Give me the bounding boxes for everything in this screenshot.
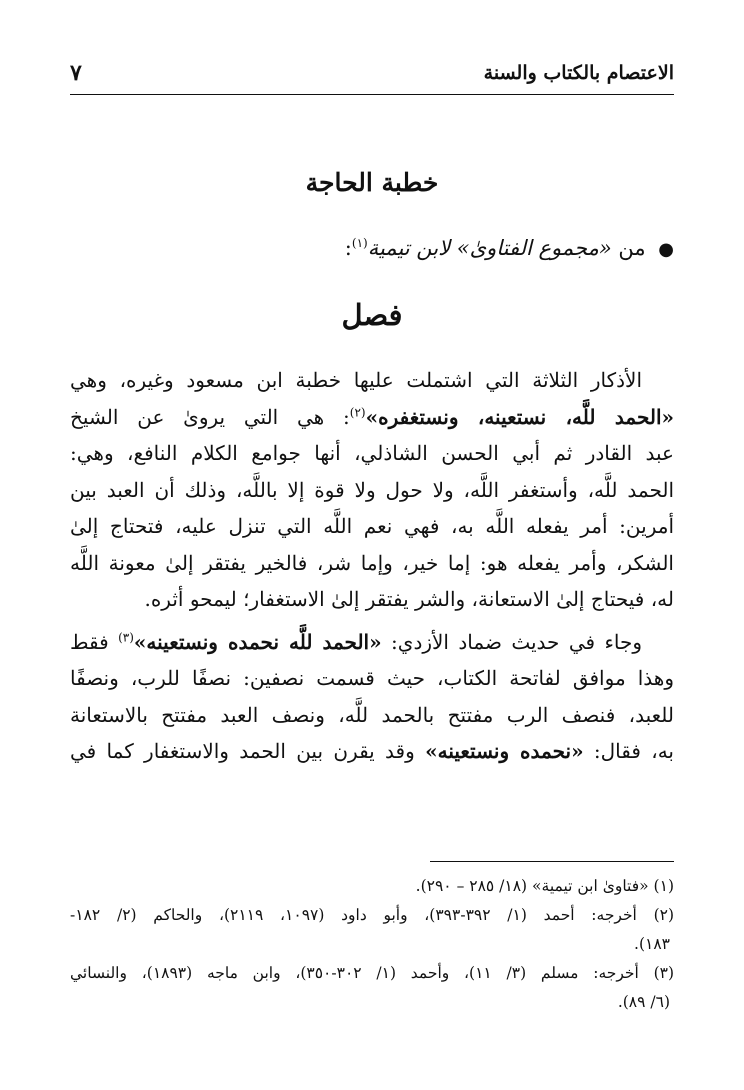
paragraph-2-line [70, 624, 674, 661]
line-text: وجاء في حديث ضماد الأزدي: [391, 629, 643, 654]
footnote-ref-1[interactable]: (١) [351, 236, 368, 250]
paragraph-1-line: الأذكار الثلاثة التي اشتملت عليها خطبة ابن مسعود وغيره، وهي [70, 368, 642, 392]
paragraph-1-line: عبد القادر ثم أبي الحسن الشاذلي، أنها جوامع الكلام النافع، وهي: [70, 441, 674, 465]
quoted-phrase: «نحمده ونستعينه» [425, 739, 584, 763]
footnotes [70, 872, 674, 1017]
paragraph-1-line: أمرين: أمر يفعله اللَّه به، فهي نعم اللَّه التي تنزل عليه، فتحتاج إلىٰ [70, 514, 674, 538]
paragraph-1-line: الشكر، وأمر يفعله هو: إما خير، وإما شر، فالخير يفتقر إلىٰ معونة اللَّه [70, 550, 674, 575]
line-text: به، فقال: [593, 739, 674, 763]
chapter-heading: فصل [341, 298, 403, 332]
footnote-ref-2[interactable]: (٢) [349, 404, 366, 419]
source-line [70, 236, 674, 260]
quoted-phrase: «الحمد للَّه نحمده ونستعينه» [133, 629, 382, 654]
source-author: لابن تيمية [367, 236, 451, 260]
page-number: ٧ [70, 60, 82, 86]
running-header [70, 58, 674, 95]
footnote-1: (١) «فتاوىٰ ابن تيمية» (١٨/ ٢٨٥ – ٢٩٠). [415, 877, 674, 895]
line-text: وقد يقرن بين الحمد والاستغفار كما في [70, 739, 415, 763]
source-title: «مجموع الفتاوىٰ» [456, 236, 612, 260]
bullet-icon: ● [658, 239, 674, 260]
footnote-2: (٢) أخرجه: أحمد (١/ ٣٩٢-٣٩٣)، وأبو داود (١٠٩٧، ٢١١٩)، والحاكم (٢/ ١٨٢- [70, 906, 674, 924]
paragraph-2-line [70, 733, 674, 770]
footnote-3-continuation: (٦/ ٨٩). [617, 993, 670, 1011]
paragraph-2-line: للعبد، فنصف الرب مفتتح بالحمد للَّه، ونصف العبد مفتتح بالاستعانة [70, 702, 674, 727]
paragraph-1-line: الحمد للَّه، وأستغفر اللَّه، ولا حول ولا قوة إلا باللَّه، وذلك أن العبد بين [70, 477, 674, 502]
section-title: خطبة الحاجة [305, 168, 439, 197]
running-title: الاعتصام بالكتاب والسنة [483, 62, 674, 84]
line-text: فقط [70, 629, 109, 654]
source-suffix: : [344, 236, 352, 260]
line-text: : هي التي يروىٰ عن الشيخ [70, 404, 350, 429]
footnote-divider [430, 861, 674, 862]
footnote-3: (٣) أخرجه: مسلم (٣/ ١١)، وأحمد (١/ ٣٠٢-٣٥٠)، وابن ماجه (١٨٩٣)، والنسائي [70, 964, 674, 982]
source-prefix: من [618, 236, 646, 260]
paragraph-1-line [70, 399, 674, 436]
quoted-phrase: «الحمد للَّه، نستعينه، ونستغفره» [365, 404, 674, 429]
footnote-ref-3[interactable]: (٣) [118, 629, 134, 644]
footnote-2-continuation: ١٨٣). [634, 935, 670, 953]
paragraph-1-line: له، فيحتاج إلىٰ الاستعانة، والشر يفتقر إلىٰ الاستغفار؛ ليمحو أثره. [144, 587, 674, 611]
paragraph-2-line: وهذا موافق لفاتحة الكتاب، حيث قسمت نصفين: نصفًا للرب، ونصفًا [70, 666, 674, 690]
body-text [70, 362, 674, 770]
